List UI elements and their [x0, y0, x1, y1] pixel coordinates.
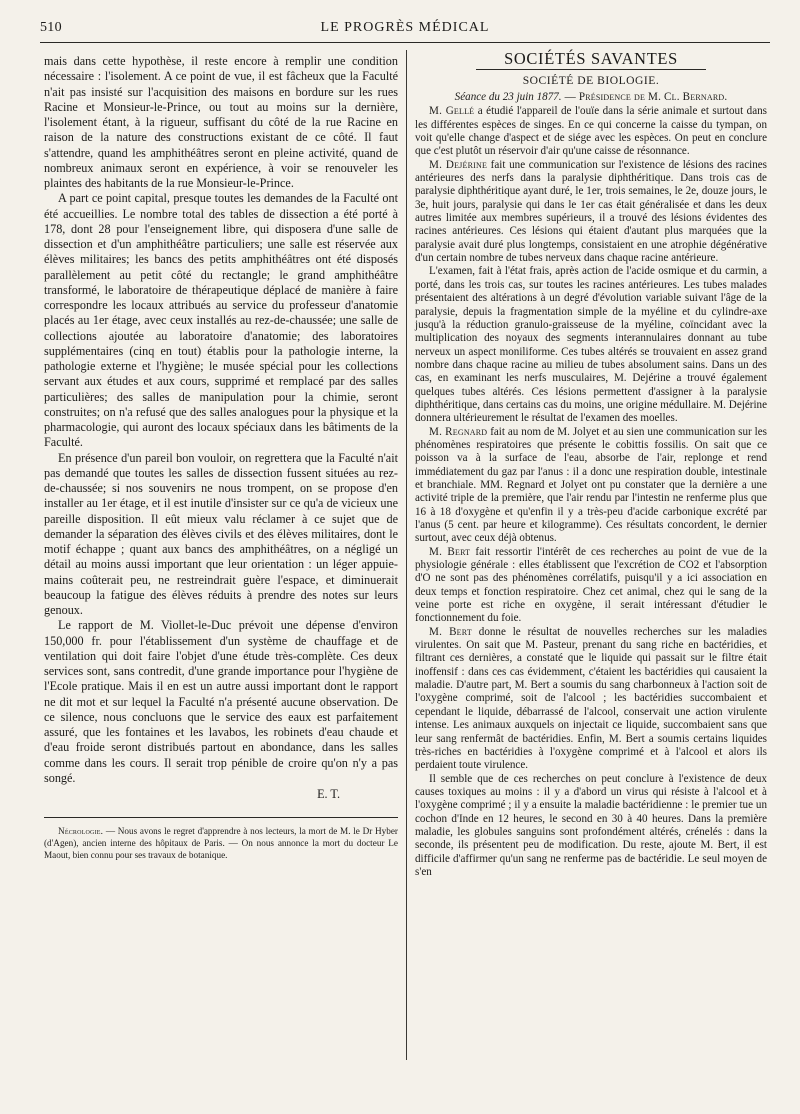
journal-title: LE PROGRÈS MÉDICAL	[320, 20, 490, 35]
subsection-title: SOCIÉTÉ DE BIOLOGIE.	[522, 74, 660, 87]
report-text: fait ressortir l'intérêt de ces recherches au point de vue de la physiologie générale : elles établissent que l'excrétion de CO2 et l'absorption d'O ne sont pas des phénomènes corrélatifs, puisqu'il y a ici association en deux temps et fonction respiratoire. Chez cet animal, chez qui le sang de la veine porte est riche en oxygène, il serait intéressant d'étudier le fonctionnement du foie.	[415, 545, 767, 625]
header-rule	[40, 42, 770, 43]
necrology-text: — Nous avons le regret d'apprendre à nos lecteurs, la mort de M. le Dr Hyber (d'Agen), ancien interne des hôpitaux de Paris. — On nous annonce la mort du docteur Le Maout, bien connu pour ses travaux de botanique.	[44, 826, 398, 861]
article-signature: E. T.	[317, 787, 340, 801]
article-paragraph-3: En présence d'un pareil bon vouloir, on regrettera que la Faculté n'ait pas demandé que toutes les salles de dissection fussent situées au rez-de-chaussée; si nos souvenirs ne nous trompent, on se propose d'en installer au 1er étage, et il est inutile d'insister sur ce qu'a de vicieux une pareille disposition. Il eût mieux valu réclamer à ce sujet que de demander la séparation des élèves civils et des élèves militaires, dont le motif échappe ; quant aux bancs des amphithéâtres, on a négligé un détail au moins aussi important que leur orientation : un léger appuie-mains coûterait peu, ne restreindrait guère l'espace, et diminuerait beaucoup la fatigue des élèves réduits à prendre des notes sur leurs genoux.	[44, 450, 398, 617]
footnote-rule	[44, 817, 398, 818]
report-paragraph-7	[415, 773, 767, 880]
report-paragraph-3	[415, 265, 767, 425]
necrology-note	[44, 825, 398, 861]
left-column-article	[44, 54, 398, 1054]
report-paragraph-1	[415, 105, 767, 158]
report-paragraph-6	[415, 626, 767, 773]
right-column-society-report	[415, 50, 767, 1060]
speaker-name: M. Gellé	[429, 105, 475, 118]
speaker-name: M. Dejérine	[429, 158, 488, 171]
report-text: a étudié l'appareil de l'ouïe dans la série animale et surtout dans les différentes espèces de singes. En ce qui concerne la caisse du tympan, on voit qu'elle change d'aspect et de siége avec les espèces. On peut en conclure que c'est plutôt un réservoir d'air qu'une caisse de résonnance.	[415, 105, 767, 158]
speaker-name: M. Bert	[429, 625, 472, 638]
report-text: donne le résultat de nouvelles recherches sur les maladies virulentes. On sait que M. Pasteur, prenant du sang riche en bactéridies, et filtrant ces dernières, a constaté que le liquide qui passait sur le filtre était inoffensif : dans ces cas évidemment, c'étaient les bactéridies qui causaient la maladie. D'autre part, M. Bert a soumis du sang charbonneux à l'action soit de l'oxygène comprimé, soit de l'alcool ; les bactéridies succombaient et cependant le liquide, débarrassé de l'alcool, conservait une action virulente intense. Les animaux auxquels on injectait ce liquide, succombaient sans que leur sang renfermât de bactéridies. Enfin, M. Bert a soumis certains liquides très-riches en bactéridies à l'oxygène comprimé et à l'alcool et alors ils perdaient toute virulence.	[415, 625, 768, 772]
article-paragraph-4: Le rapport de M. Viollet-le-Duc prévoit une dépense d'environ 150,000 fr. pour l'établissement d'un système de chauffage et de ventilation qui doit faire l'objet d'une étude très-complète. Ces deux services sont, sans contredit, d'une grande importance pour l'hygiène de l'Ecole pratique. Mais il en est un autre aussi important dont le rapport ne dit mot et sur lequel la Faculté n'a présenté aucune observation. De ce silence, nous concluons que le service des eaux est parfaitement assuré, que les fontaines et les lavabos, les robinets d'eau chaude et d'eau froide seront distribués partout en abondance, dans les salles comme dans les cours. Il serait trop pénible de croire qu'on n'y a pas songé.	[44, 618, 398, 785]
section-title-rule	[476, 69, 706, 70]
necrology-label: Nécrologie.	[58, 826, 104, 837]
section-title: SOCIÉTÉS SAVANTES	[504, 49, 678, 68]
session-line	[415, 91, 767, 104]
page-header	[40, 18, 770, 40]
report-text: L'examen, fait à l'état frais, après action de l'acide osmique et du carmin, a porté, dans les trois cas, sur toutes les racines antérieures. Les tubes malades présentaient des altérations à un degré d'évolution variable suivant l'âge de la paralysie, depuis la fragmentation simple de la myéline et du cylindre-axe jusqu'à la réduction granulo-graisseuse de la myéline, coïncidant avec la multiplication des noyaux des segments interannulaires donnant au tube nerveux un aspect moniliforme. Ces tubes altérés se trouvaient en assez grand nombre dans chaque racine au milieu de tubes absolument sains. Dans un des cas, en examinant les nerfs musculaires, M. Dejérine a trouvé également quelques tubes altérés. Ces lésions permettent d'assigner à la paralysie diphthéritique, dans certains cas du moins, une origine médullaire. M. Dejérine donnera ultérieurement le résultat de l'examen des moelles.	[415, 265, 767, 425]
article-paragraph-1: mais dans cette hypothèse, il reste encore à remplir une condition nécessaire : l'isolement. A ce point de vue, il est fâcheux que la Faculté n'ait pas insisté sur l'acquisition des maisons en bordure sur les rues Racine et Monsieur-le-Prince, ou tout au moins sur la dernière, l'isolement étant, à la rigueur, suffisant du côté de la rue Racine en raison de la nature des constructions existant de ce côté. Il faut s'attendre, quand les amphithéâtres seront en pleine activité, quand de nombreux animaux seront en expérience, à voir se renouveler les plaintes des habitants de la rue Monsieur-le-Prince.	[44, 54, 398, 190]
report-text: fait une communication sur l'existence de lésions des racines antérieures des nerfs dans la paralysie diphthéritique. Dans trois cas de paralysie diphthéritique ayant duré, le 1er, trois semaines, le 2e, douze jours, le 3e, huit jours, paralysie qui dans le 1er cas était généralisée et dans les deux autres limitée aux membres supérieurs, il a trouvé des lésions évidentes des racines antérieures. Ces lésions qui étaient d'autant plus marquées que la paralysie avait duré plus longtemps, consistaient en une atrophie dégénérative d'un certain nombre de tubes nerveux dans chaque racine antérieure.	[415, 158, 767, 265]
report-text: fait au nom de M. Jolyet et au sien une communication sur les phénomènes respiratoires que présente le cobittis fossilis. On sait que ce poisson va à la surface de l'eau, absorbe de l'air, replonge et rend immédiatement du gaz par l'anus : il a donc une respiration double, intestinale et branchiale. MM. Regnard et Jolyet ont pu constater que la dernière a une activité triple de la première, que l'air rendu par l'intestin ne renferme plus que 16 à 18 d'oxygène et qu'enfin il y a très-peu d'acide carbonique excrété par l'anus (5 cent. par heure et kilogramme). Ces résultats concordent, le dernier surtout, avec ceux déjà obtenus.	[415, 425, 767, 545]
speaker-name: M. Regnard	[429, 425, 488, 438]
article-paragraph-2: A part ce point capital, presque toutes les demandes de la Faculté ont été accueillies. Le nombre total des tables de dissection a été porté à 178, dont 28 pour l'enseignement libre, qui disposera d'une salle de dissection et d'un amphithéâtre particuliers; une salle est réservée aux élèves militaires; les bancs des petits amphithéâtres ont été disposés parallèlement au petit côté du rectangle; le grand amphithéâtre transformé, le laboratoire de thérapeutique déplacé de manière à faire correspondre les locaux attribués au service du professeur d'anatomie placés au 1er étage, avec ceux installés au rez-de-chaussée; une salle de collections ajoutée au laboratoire d'anatomie; des laboratoires supplémentaires (cinq en tout) établis pour la pathologie interne, la pathologie externe et l'hygiène; le musée spécial pour les collections servant aux études et aux cours, supprimé et remplacé par des salles particulières; des salles de manipulation pour la chimie, seront construites; on n'a refusé que des salles analogues pour la physique et la pharmacologie, qui auront des locaux spéciaux dans les bâtiments de la Faculté.	[44, 191, 398, 450]
speaker-name: M. Bert	[429, 545, 471, 558]
session-presidency: — Présidence de M. Cl. Bernard.	[561, 91, 728, 103]
page-number: 510	[40, 20, 62, 35]
report-paragraph-5	[415, 546, 767, 626]
report-text: Il semble que de ces recherches on peut conclure à l'existence de deux causes toxiques au moins : il y a d'abord un virus qui résiste à l'alcool et à l'oxygène comprimé ; il y a ensuite la maladie bactéridienne : le premier tue un cochon d'Inde en 12 heures, le second en 30 à 40 heures. Dans la première maladie, les globules sanguins sont profondément altérés, crénelés : dans la seconde, ils présentent peu de modification. Du reste, ajoute M. Bert, il est difficile d'affirmer qu'un sang ne renferme pas de bactéridie. Le seul moyen de s'en	[415, 772, 767, 878]
column-divider	[406, 50, 407, 1060]
session-date: Séance du 23 juin 1877.	[454, 91, 562, 103]
report-paragraph-2	[415, 159, 767, 266]
report-paragraph-4	[415, 426, 767, 546]
